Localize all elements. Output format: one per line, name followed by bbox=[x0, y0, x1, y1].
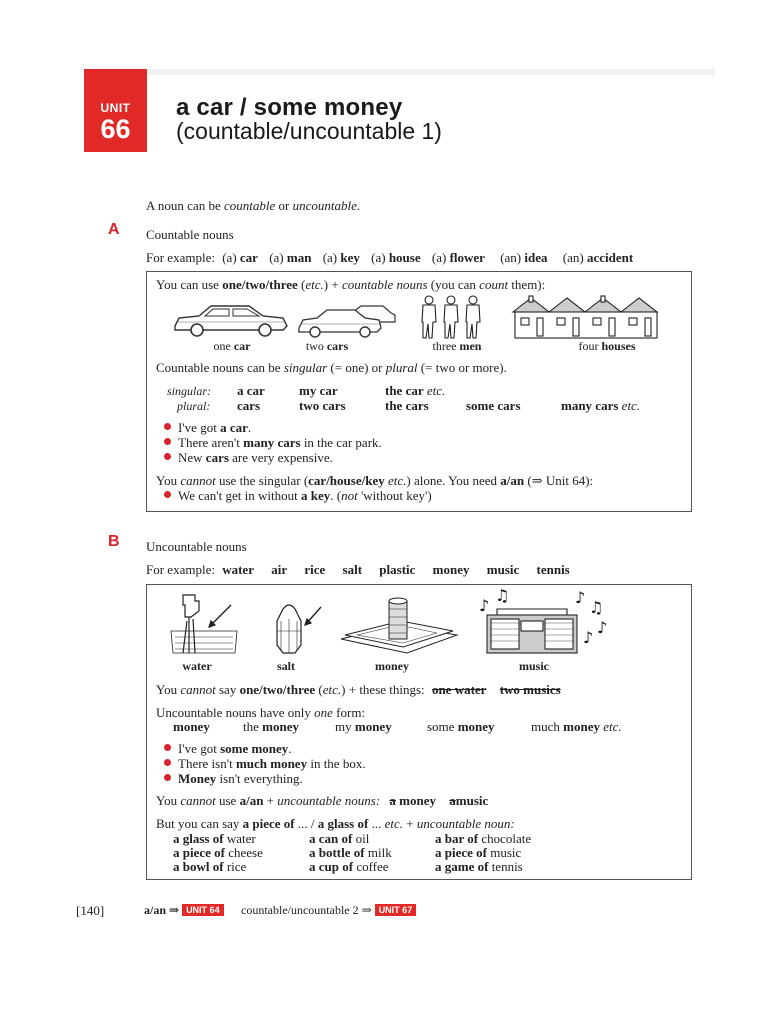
picture-label-three-men: three men bbox=[432, 339, 482, 353]
salt-shaker-illustration bbox=[265, 601, 325, 657]
example-item: (an) accident bbox=[562, 250, 634, 265]
box-a-line1: You can use one/two/three (etc.) + countable nouns (you can count them): bbox=[156, 277, 546, 292]
phrase-cell: a cup of coffee bbox=[309, 859, 389, 874]
header-rule bbox=[147, 69, 715, 75]
box-b-line4: But you can say a piece of ... / a glass of ... etc. + uncountable noun: bbox=[156, 816, 515, 831]
box-b-line3: You cannot use a/an + uncountable nouns: a money amusic bbox=[156, 793, 489, 808]
page-number: [140] bbox=[76, 903, 105, 918]
form-cell: the money bbox=[243, 719, 299, 734]
example-item: rice bbox=[304, 562, 326, 577]
box-b-line1: You cannot say one/two/three (etc.) + these things: one water two musics bbox=[156, 682, 561, 697]
plural-label: plural: bbox=[177, 399, 211, 413]
section-b-examples: For example: water air rice salt plastic money music tennis bbox=[146, 562, 570, 577]
unit-badge bbox=[84, 69, 147, 152]
section-a-box bbox=[146, 271, 692, 512]
example-item: (a) man bbox=[269, 250, 312, 265]
example-item: money bbox=[432, 562, 470, 577]
list-item: Money isn't everything. bbox=[160, 771, 366, 786]
example-item: salt bbox=[342, 562, 363, 577]
singular-label: singular: bbox=[167, 384, 212, 398]
phrase-cell: a can of oil bbox=[309, 831, 370, 846]
plural-cell: some cars bbox=[466, 398, 521, 413]
section-a-letter: A bbox=[108, 221, 120, 238]
section-b-letter: B bbox=[108, 533, 120, 550]
picture-label-one-car: one car bbox=[213, 339, 251, 353]
four-houses-illustration bbox=[511, 294, 661, 340]
plural-cell: many cars etc. bbox=[561, 398, 641, 413]
example-item: air bbox=[271, 562, 288, 577]
picture-label-salt: salt bbox=[277, 659, 295, 673]
section-a-last-bullet bbox=[160, 488, 432, 503]
water-tap-illustration bbox=[169, 591, 239, 657]
svg-text:♫: ♫ bbox=[495, 589, 510, 605]
footer-ref-unit-64[interactable]: a/an ⇒ UNIT 64 bbox=[144, 903, 224, 918]
list-item: We can't get in without a key. (not 'without key') bbox=[160, 488, 432, 503]
example-item: plastic bbox=[379, 562, 416, 577]
example-item: (a) key bbox=[322, 250, 360, 265]
svg-text:♪: ♪ bbox=[597, 618, 608, 637]
section-b-bullets bbox=[160, 741, 366, 786]
singular-cell: my car bbox=[299, 383, 338, 398]
svg-text:♪: ♪ bbox=[479, 596, 490, 615]
list-item: There isn't much money in the box. bbox=[160, 756, 366, 771]
picture-label-music: music bbox=[519, 659, 549, 673]
phrase-cell: a glass of water bbox=[173, 831, 256, 846]
money-illustration bbox=[337, 595, 459, 657]
section-b-title: Uncountable nouns bbox=[146, 539, 247, 554]
example-item: tennis bbox=[536, 562, 570, 577]
page-title: a car / some money bbox=[176, 94, 403, 121]
crossed-example: a money bbox=[389, 793, 437, 808]
section-a-title: Countable nouns bbox=[146, 227, 234, 242]
box-b-line2: Uncountable nouns have only one form: bbox=[156, 705, 366, 720]
form-cell: some money bbox=[427, 719, 495, 734]
intro-line: A noun can be countable or uncountable. bbox=[146, 198, 361, 213]
section-a-examples: For example: (a) car (a) man (a) key (a) house (a) flower (an) idea (an) accident bbox=[146, 250, 634, 265]
example-item: (an) idea bbox=[500, 250, 548, 265]
picture-label-two-cars: two cars bbox=[305, 339, 349, 353]
example-item: (a) flower bbox=[431, 250, 485, 265]
wrong-example: two musics bbox=[499, 682, 561, 697]
crossed-example: amusic bbox=[449, 793, 489, 808]
singular-cell: a car bbox=[237, 383, 265, 398]
form-cell: much money etc. bbox=[531, 719, 622, 734]
unit-64-badge[interactable]: UNIT 64 bbox=[182, 904, 224, 916]
unit-number: 66 bbox=[100, 114, 131, 144]
list-item: New cars are very expensive. bbox=[160, 450, 382, 465]
picture-label-money: money bbox=[375, 659, 409, 673]
section-b-box bbox=[146, 584, 692, 880]
unit-67-badge[interactable]: UNIT 67 bbox=[375, 904, 417, 916]
footer-ref-unit-67[interactable]: countable/uncountable 2 ⇒ UNIT 67 bbox=[241, 903, 416, 918]
phrase-cell: a piece of cheese bbox=[173, 845, 263, 860]
three-men-illustration bbox=[419, 294, 483, 340]
unit-label: UNIT bbox=[100, 101, 131, 115]
list-item: I've got some money. bbox=[160, 741, 366, 756]
list-item: There aren't many cars in the car park. bbox=[160, 435, 382, 450]
car-illustration bbox=[171, 302, 291, 338]
two-cars-illustration bbox=[297, 302, 397, 338]
plural-cell: cars bbox=[237, 398, 261, 413]
svg-text:♫: ♫ bbox=[589, 598, 604, 617]
phrase-cell: a bowl of rice bbox=[173, 859, 247, 874]
page-subtitle: (countable/uncountable 1) bbox=[176, 118, 442, 144]
svg-text:♪: ♪ bbox=[575, 589, 586, 607]
form-cell: money bbox=[173, 719, 210, 734]
box-a-line3: You cannot use the singular (car/house/key etc.) alone. You need a/an (⇒ Unit 64): bbox=[156, 473, 594, 488]
phrase-cell: a game of tennis bbox=[435, 859, 523, 874]
music-radio-illustration bbox=[477, 589, 617, 659]
phrase-cell: a bottle of milk bbox=[309, 845, 392, 860]
example-item: music bbox=[486, 562, 520, 577]
example-item: (a) car bbox=[222, 250, 258, 265]
box-a-line2: Countable nouns can be singular (= one) or plural (= two or more). bbox=[156, 360, 507, 375]
phrase-cell: a bar of chocolate bbox=[435, 831, 532, 846]
picture-label-water: water bbox=[182, 659, 212, 673]
list-item: I've got a car. bbox=[160, 420, 382, 435]
form-cell: my money bbox=[335, 719, 392, 734]
example-item: (a) house bbox=[371, 250, 421, 265]
singular-cell: the car etc. bbox=[385, 383, 446, 398]
picture-label-four-houses: four houses bbox=[578, 339, 636, 353]
wrong-example: one water bbox=[431, 682, 487, 697]
section-a-bullets bbox=[160, 420, 382, 465]
example-item: water bbox=[222, 562, 254, 577]
phrase-cell: a piece of music bbox=[435, 845, 522, 860]
plural-cell: the cars bbox=[385, 398, 429, 413]
plural-cell: two cars bbox=[299, 398, 346, 413]
svg-text:♪: ♪ bbox=[583, 628, 594, 647]
